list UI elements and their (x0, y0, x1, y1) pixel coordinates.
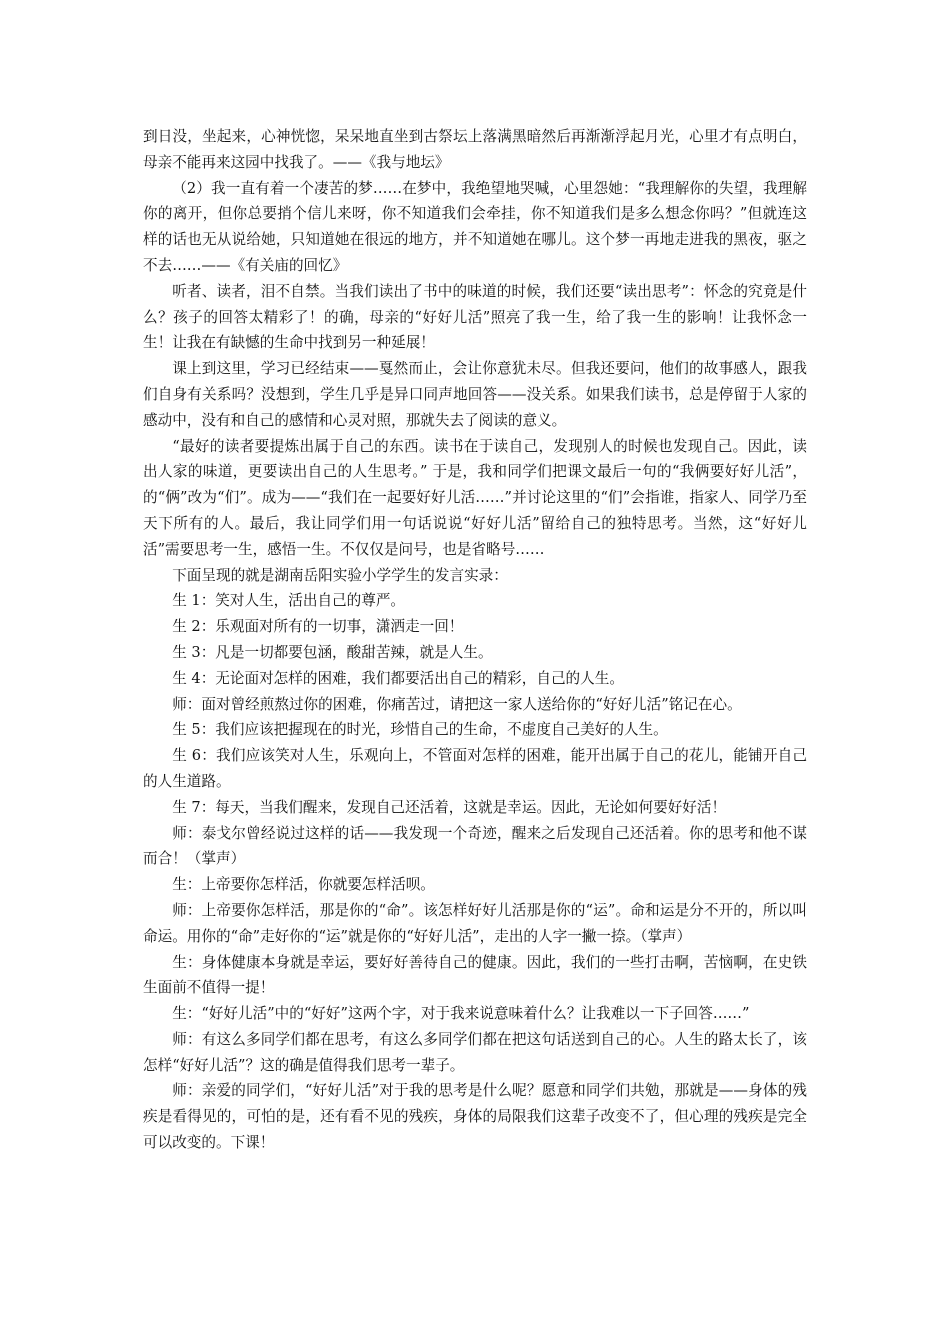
student-remark: 生：“好好儿活”中的“好好”这两个字，对于我来说意味着什么？让我难以一下子回答……” (172, 1005, 750, 1023)
student-remark: 生 1：笑对人生，活出自己的尊严。 (172, 592, 406, 610)
paragraph: 听者、读者，泪不自禁。当我们读出了书中的味道的时候，我们还要“读出思考”：怀念的究竟是什么？孩子的回答太精彩了！的确，母亲的“好好儿活”照亮了我一生，给了我一生的影响！让我怀念一生！让我在有缺憾的生命中找到另一种延展！ (143, 282, 807, 352)
teacher-remark: 师：上帝要你怎样活，那是你的“命”。该怎样好好儿活那是你的“运”。命和运是分不开的，所以叫命运。用你的“命”走好你的“运”就是你的“好好儿活”，走出的人字一撇一捺。（掌声） (143, 901, 807, 945)
paragraph: 到日没，坐起来，心神恍惚，呆呆地直坐到古祭坛上落满黑暗然后再渐渐浮起月光，心里才有点明白，母亲不能再来这园中找我了。——《我与地坛》 (143, 128, 807, 171)
teacher-remark: 师：面对曾经煎熬过你的困难，你痛苦过，请把这一家人送给你的“好好儿活”铭记在心。 (172, 695, 742, 713)
paragraph: 下面呈现的就是湖南岳阳实验小学学生的发言实录： (172, 566, 508, 584)
paragraph: “最好的读者要提炼出属于自己的东西。读书在于读自己，发现别人的时候也发现自己。因此，读出人家的味道，更要读出自己的人生思考。” 于是，我和同学们把课文最后一句的“我俩要好好儿活”，的“俩”改为“们”。成为——“我们在一起要好好儿活……”并讨论这里的“们”会指谁，指家人、同学乃至天下所有的人。最后，我让同学们用一句话说说“好好儿活”留给自己的独特思考。当然，这“好好儿活”需要思考一生，感悟一生。不仅仅是问号，也是省略号…… (143, 437, 807, 558)
document-page (143, 124, 807, 1156)
student-remark: 生 2：乐观面对所有的一切事，潇洒走一回！ (172, 618, 464, 636)
teacher-remark: 师：有这么多同学们都在思考，有这么多同学们都在把这句话送到自己的心。人生的路太长了，该怎样“好好儿活”？这的确是值得我们思考一辈子。 (143, 1030, 807, 1074)
student-remark: 生 7：每天，当我们醒来，发现自己还活着，这就是幸运。因此，无论如何要好好活！ (172, 798, 727, 816)
teacher-remark: 师：泰戈尔曾经说过这样的话——我发现一个奇迹，醒来之后发现自己还活着。你的思考和他不谋而合！（掌声） (143, 824, 807, 868)
paragraph: 课上到这里，学习已经结束——戛然而止，会让你意犹未尽。但我还要问，他们的故事感人，跟我们自身有关系吗？没想到，学生几乎是异口同声地回答——没关系。如果我们读书，总是停留于人家的感动中，没有和自己的感情和心灵对照，那就失去了阅读的意义。 (143, 360, 807, 429)
paragraph: （2）我一直有着一个凄苦的梦……在梦中，我绝望地哭喊，心里怨她：“我理解你的失望，我理解你的离开，但你总要捎个信儿来呀，你不知道我们会牵挂，你不知道我们是多么想念你吗？”但就连这样的话也无从说给她，只知道她在很远的地方，并不知道她在哪儿。这个梦一再地走进我的黑夜，驱之不去……——《有关庙的回忆》 (143, 179, 807, 274)
student-remark: 生：身体健康本身就是幸运，要好好善待自己的健康。因此，我们的一些打击啊，苦恼啊，在史铁生面前不值得一提！ (143, 953, 807, 997)
student-remark: 生 4：无论面对怎样的困难，我们都要活出自己的精彩，自己的人生。 (172, 669, 624, 687)
student-remark: 生 6：我们应该笑对人生，乐观向上，不管面对怎样的困难，能开出属于自己的花儿，能铺开自己的人生道路。 (143, 747, 807, 790)
student-remark: 生：上帝要你怎样活，你就要怎样活呗。 (172, 876, 435, 894)
student-remark: 生 3：凡是一切都要包涵，酸甜苦辣，就是人生。 (172, 643, 493, 661)
teacher-remark: 师：亲爱的同学们，“好好儿活”对于我的思考是什么呢？愿意和同学们共勉，那就是——身体的残疾是看得见的，可怕的是，还有看不见的残疾，身体的局限我们这辈子改变不了，但心理的残疾是完全可以改变的。下课！ (143, 1082, 807, 1152)
student-remark: 生 5：我们应该把握现在的时光，珍惜自己的生命，不虚度自己美好的人生。 (172, 721, 668, 739)
